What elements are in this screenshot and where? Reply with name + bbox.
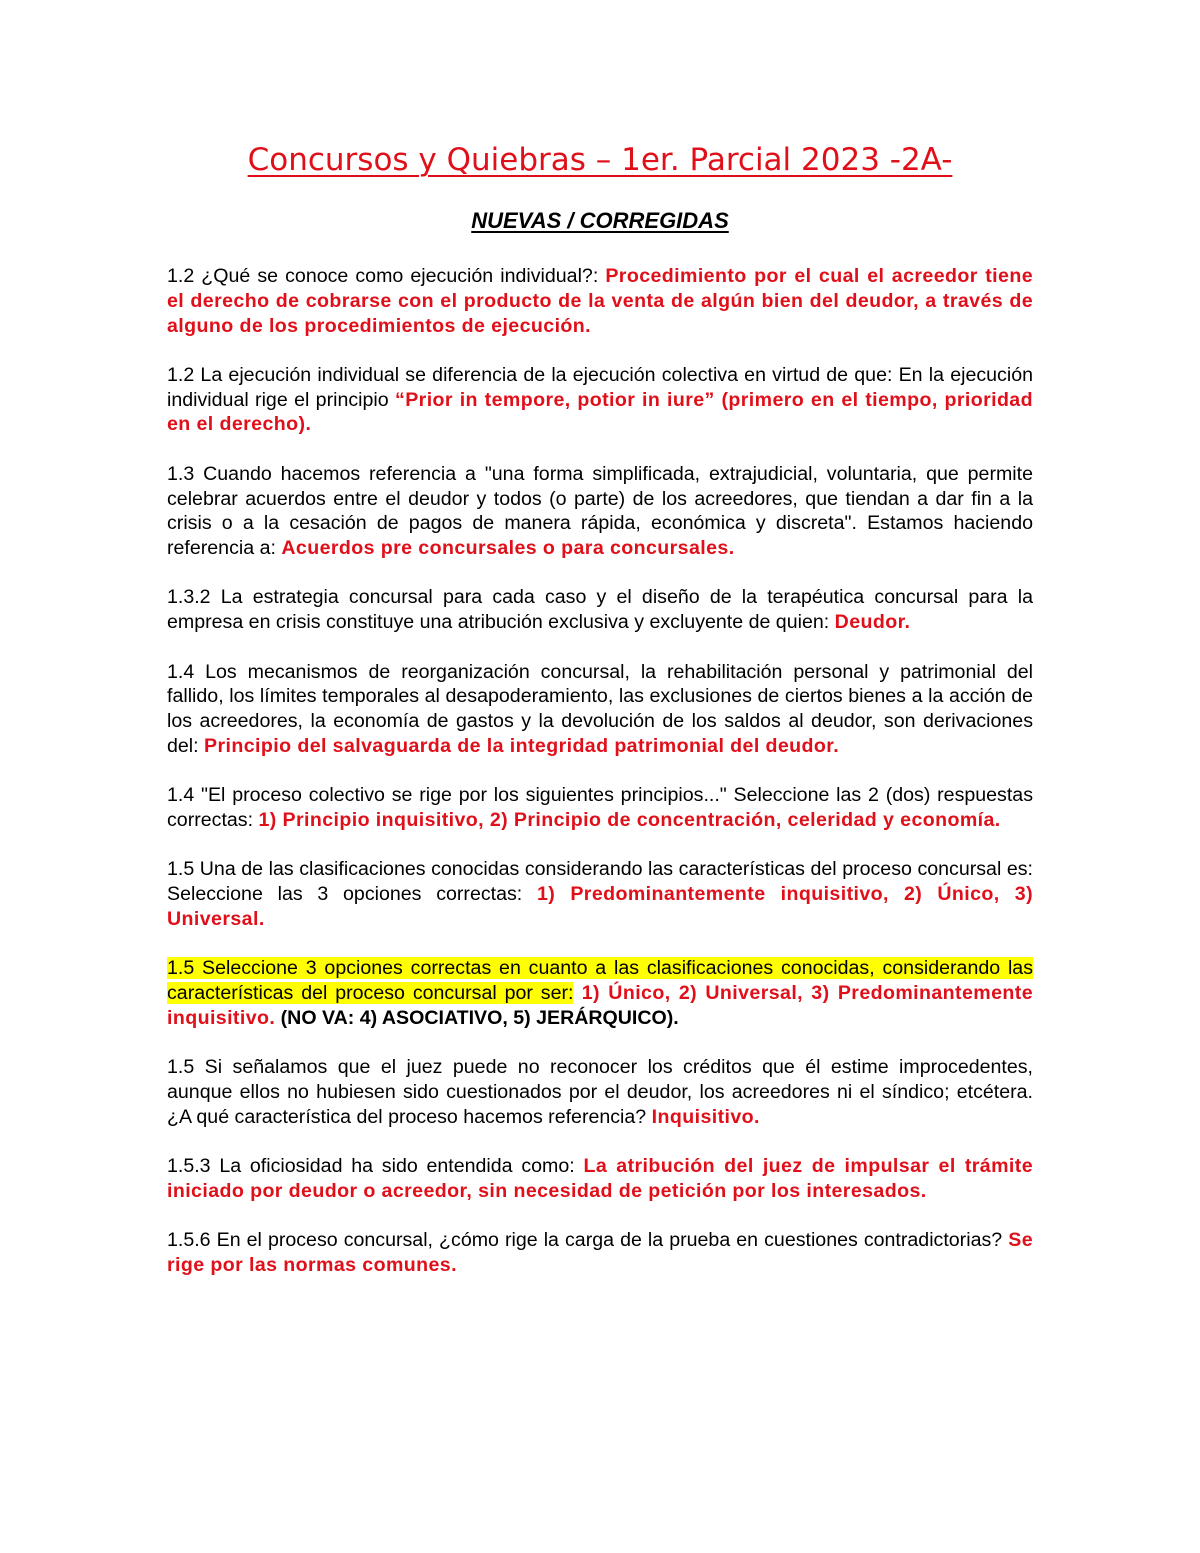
question-item-highlighted	[167, 956, 1033, 1030]
question-text: 1.3.2 La estrategia concursal para cada caso y el diseño de la terapéutica concursal para la empresa en crisis constituye una atribución exclusiva y excluyente de quien:	[167, 586, 1033, 634]
question-answer: Principio del salvaguarda de la integridad patrimonial del deudor.	[204, 734, 840, 757]
question-text: 1.5 Si señalamos que el juez puede no reconocer los créditos que él estime improcedentes, aunque ellos no hubiesen sido cuestionados por el deudor, los acreedores ni el síndico; etcétera. ¿A qué característica del proceso hacemos referencia?	[167, 1056, 1033, 1128]
question-text: 1.3 Cuando hacemos referencia a "una forma simplificada, extrajudicial, voluntaria, que permite celebrar acuerdos entre el deudor y todos (o parte) de los acreedores, que tiendan a dar fin a la crisis o a la cesación de pagos de manera rápida, económica y discreta". Estamos haciendo referencia a:	[167, 462, 1033, 560]
question-item	[167, 1055, 1033, 1129]
question-item	[167, 1154, 1033, 1204]
question-text: 1.5.3 La oficiosidad ha sido entendida como:	[167, 1155, 584, 1178]
question-list	[167, 264, 1033, 1278]
question-answer: 1) Predominantemente inquisitivo, 2) Único, 3) Universal.	[167, 883, 1033, 930]
question-answer: Procedimiento por el cual el acreedor tiene el derecho de cobrarse con el producto de la venta de algún bien del deudor, a través de alguno de los procedimientos de ejecución.	[167, 265, 1033, 337]
document-page	[167, 138, 1033, 1302]
question-answer: La atribución del juez de impulsar el trámite iniciado por deudor o acreedor, sin necesidad de petición por los interesados.	[167, 1155, 1033, 1202]
question-item	[167, 660, 1033, 759]
question-text: 1.5.6 En el proceso concursal, ¿cómo rige la carga de la prueba en cuestiones contradictorias?	[167, 1229, 1009, 1252]
question-item	[167, 462, 1033, 561]
question-item	[167, 363, 1033, 437]
question-answer: Se rige por las normas comunes.	[167, 1229, 1033, 1276]
question-item	[167, 585, 1033, 635]
question-note: (NO VA: 4) ASOCIATIVO, 5) JERÁRQUICO).	[275, 1006, 679, 1029]
question-item	[167, 264, 1033, 338]
question-text: 1.5 Una de las clasificaciones conocidas considerando las características del proceso concursal es: Seleccione las 3 opciones correctas:	[167, 858, 1033, 906]
question-answer: “Prior in tempore, potior in iure” (primero en el tiempo, prioridad en el derecho).	[167, 388, 1033, 436]
question-answer: Inquisitivo.	[651, 1105, 760, 1128]
question-answer: Deudor.	[834, 611, 911, 634]
question-text: 1.2 La ejecución individual se diferencia de la ejecución colectiva en virtud de que: En la ejecución individual rige el principio	[167, 363, 1033, 411]
question-answer: Acuerdos pre concursales o para concursales.	[281, 537, 735, 560]
question-text: 1.2 ¿Qué se conoce como ejecución individual?:	[167, 265, 606, 287]
document-title: Concursos y Quiebras – 1er. Parcial 2023 -2A-	[247, 142, 953, 178]
question-item	[167, 783, 1033, 833]
question-answer: 1) Único, 2) Universal, 3) Predominantemente inquisitivo.	[167, 982, 1033, 1029]
question-text-highlighted: 1.5 Seleccione 3 opciones correctas en cuanto a las clasificaciones conocidas, considerando las características del proceso concursal por ser:	[167, 957, 1033, 1005]
document-subtitle: NUEVAS / CORREGIDAS	[471, 208, 729, 233]
question-text: 1.4 Los mecanismos de reorganización concursal, la rehabilitación personal y patrimonial del fallido, los límites temporales al desapoderamiento, las exclusiones de ciertos bienes a la acción de los acreedores, la economía de gastos y la devolución de los saldos al deudor, son derivaciones del:	[167, 660, 1033, 757]
question-item	[167, 857, 1033, 931]
question-answer: 1) Principio inquisitivo, 2) Principio de concentración, celeridad y economía.	[258, 809, 1001, 832]
question-item	[167, 1228, 1033, 1278]
question-text: 1.4 "El proceso colectivo se rige por los siguientes principios..." Seleccione las 2 (dos) respuestas correctas:	[167, 784, 1033, 832]
